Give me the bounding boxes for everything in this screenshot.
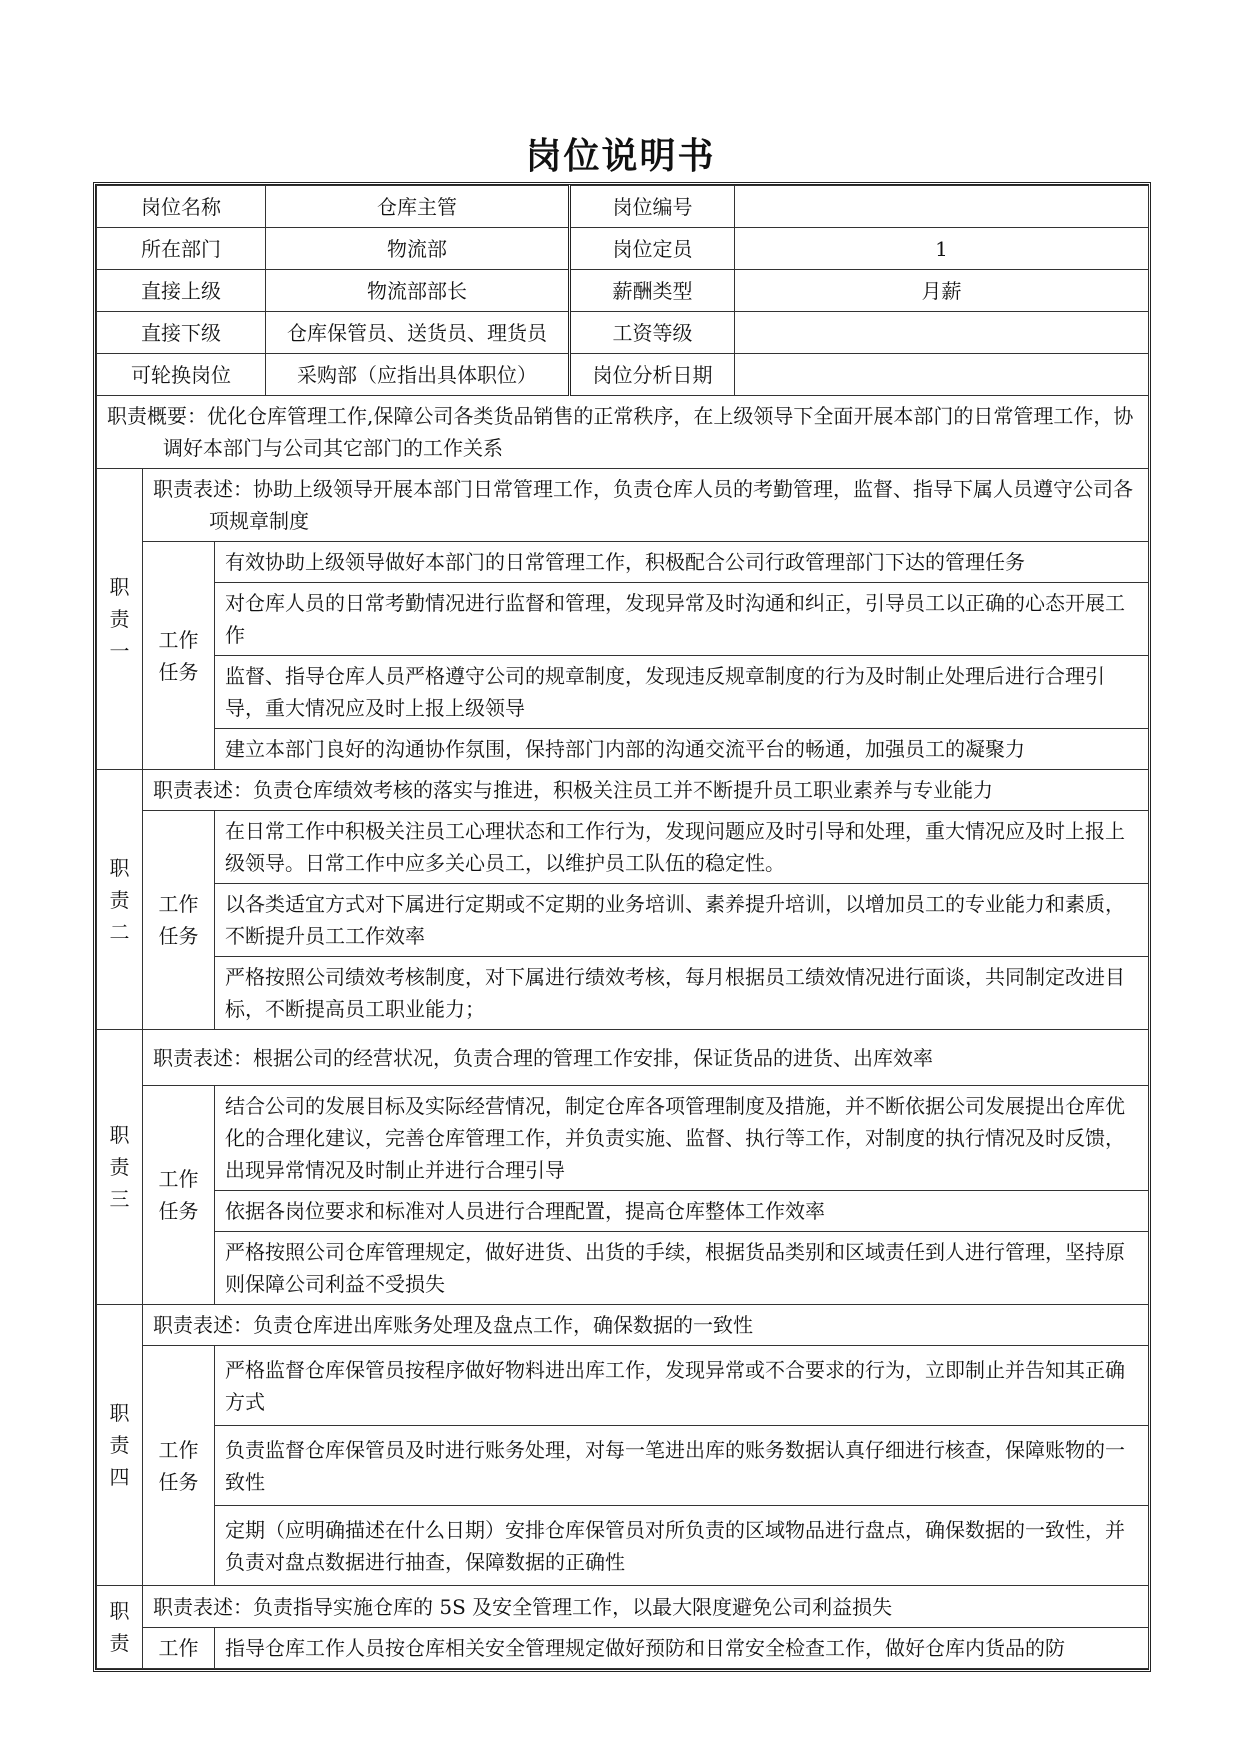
duty-5-task-1: 指导仓库工作人员按仓库相关安全管理规定做好预防和日常安全检查工作，做好仓库内货品的防 — [215, 1628, 1149, 1669]
duty-5-task-label — [143, 1628, 215, 1669]
position-name-value: 仓库主管 — [266, 186, 570, 228]
duty-3-label-char: 三 — [109, 1187, 130, 1211]
analysis-date-label: 岗位分析日期 — [570, 354, 735, 396]
subordinate-value: 仓库保管员、送货员、理货员 — [266, 312, 570, 354]
summary-cell — [97, 396, 1149, 469]
duty-5-label-char: 职 — [109, 1599, 130, 1623]
duty-1-task-2: 对仓库人员的日常考勤情况进行监督和管理，发现异常及时沟通和纠正，引导员工以正确的心态开展工作 — [215, 583, 1149, 656]
duty-3-task-row — [97, 1191, 1149, 1232]
duty-desc-text: 负责仓库进出库账务处理及盘点工作，确保数据的一致性 — [253, 1313, 753, 1337]
duty-3-label-char: 职 — [109, 1123, 130, 1147]
duty-5-label-char: 责 — [109, 1631, 130, 1655]
duty-desc-label: 职责表述： — [153, 1045, 253, 1070]
duty-5-task-row — [97, 1628, 1149, 1669]
duty-3-task-3: 严格按照公司仓库管理规定，做好进货、出货的手续，根据货品类别和区域责任到人进行管理，坚持原则保障公司利益不受损失 — [215, 1232, 1149, 1305]
duty-1-task-4: 建立本部门良好的沟通协作氛围，保持部门内部的沟通交流平台的畅通，加强员工的凝聚力 — [215, 729, 1149, 770]
duty-3-task-label — [143, 1086, 215, 1305]
duty-5-label — [97, 1586, 143, 1669]
duty-3-label-char: 责 — [109, 1155, 130, 1179]
duty-1-task-1: 有效协助上级领导做好本部门的日常管理工作，积极配合公司行政管理部门下达的管理任务 — [215, 542, 1149, 583]
task-label-text: 工作 — [158, 892, 199, 916]
task-label-text: 任务 — [158, 1469, 199, 1494]
duty-4-label-char: 责 — [109, 1433, 130, 1457]
analysis-date-value — [735, 354, 1149, 396]
headcount-value: 1 — [735, 228, 1149, 270]
duty-1-task-row — [97, 583, 1149, 656]
info-row-subordinate — [97, 312, 1149, 354]
duty-2-label — [97, 770, 143, 1030]
duty-5-desc — [143, 1586, 1149, 1628]
department-label: 所在部门 — [97, 228, 266, 270]
duty-1-task-row — [97, 729, 1149, 770]
duty-1-task-3: 监督、指导仓库人员严格遵守公司的规章制度，发现违反规章制度的行为及时制止处理后进行合理引导，重大情况应及时上报上级领导 — [215, 656, 1149, 729]
duty-4-task-2: 负责监督仓库保管员及时进行账务处理，对每一笔进出库的账务数据认真仔细进行核查，保障账物的一致性 — [215, 1426, 1149, 1506]
duty-3-desc — [143, 1030, 1149, 1086]
duty-desc-label: 职责表述： — [153, 477, 253, 501]
duty-1-label-char: 职 — [109, 575, 130, 599]
rotation-value: 采购部（应指出具体职位） — [266, 354, 570, 396]
duty-4-label — [97, 1305, 143, 1586]
summary-row — [97, 396, 1149, 469]
superior-value: 物流部部长 — [266, 270, 570, 312]
task-label-text: 工作 — [158, 1167, 199, 1191]
duty-3-desc-row — [97, 1030, 1149, 1086]
task-label-text: 工作 — [158, 1437, 199, 1462]
duty-2-task-3: 严格按照公司绩效考核制度，对下属进行绩效考核，每月根据员工绩效情况进行面谈，共同制定改进目标，不断提高员工职业能力； — [215, 957, 1149, 1030]
headcount-label: 岗位定员 — [570, 228, 735, 270]
wage-grade-value — [735, 312, 1149, 354]
duty-1-desc-row — [97, 469, 1149, 542]
duty-1-label-char: 责 — [109, 607, 130, 631]
duty-desc-text: 负责仓库绩效考核的落实与推进，积极关注员工并不断提升员工职业素养与专业能力 — [253, 778, 993, 802]
duty-2-task-row — [97, 884, 1149, 957]
position-code-label: 岗位编号 — [570, 186, 735, 228]
duty-2-task-row — [97, 957, 1149, 1030]
job-description-table — [93, 182, 1151, 1672]
duty-1-label-char: 一 — [109, 639, 130, 663]
duty-4-desc — [143, 1305, 1149, 1346]
duty-2-label-char: 二 — [109, 919, 130, 944]
info-row-department — [97, 228, 1149, 270]
salary-type-value: 月薪 — [735, 270, 1149, 312]
duty-3-task-row — [97, 1086, 1149, 1191]
duty-desc-text: 协助上级领导开展本部门日常管理工作，负责仓库人员的考勤管理，监督、指导下属人员遵守公司各项规章制度 — [209, 477, 1133, 533]
duty-desc-text: 根据公司的经营状况，负责合理的管理工作安排，保证货品的进货、出库效率 — [253, 1045, 933, 1070]
duty-2-task-2: 以各类适宜方式对下属进行定期或不定期的业务培训、素养提升培训，以增加员工的专业能力和素质，不断提升员工工作效率 — [215, 884, 1149, 957]
summary-text: 优化仓库管理工作,保障公司各类货品销售的正常秩序，在上级领导下全面开展本部门的日常管理工作，协调好本部门与公司其它部门的工作关系 — [163, 404, 1134, 460]
duty-4-label-char: 职 — [109, 1401, 130, 1425]
duty-1-desc — [143, 469, 1149, 542]
info-row-superior — [97, 270, 1149, 312]
task-label-text: 任务 — [158, 1199, 199, 1223]
salary-type-label: 薪酬类型 — [570, 270, 735, 312]
duty-4-label-char: 四 — [109, 1465, 130, 1489]
info-row-position — [97, 186, 1149, 228]
duty-4-task-row — [97, 1346, 1149, 1426]
duty-2-label-char: 责 — [109, 887, 130, 912]
duty-2-task-label — [143, 811, 215, 1030]
duty-4-desc-row — [97, 1305, 1149, 1346]
duty-4-task-row — [97, 1426, 1149, 1506]
duty-1-label — [97, 469, 143, 770]
duty-2-task-1: 在日常工作中积极关注员工心理状态和工作行为，发现问题应及时引导和处理，重大情况应及时上报上级领导。日常工作中应多关心员工，以维护员工队伍的稳定性。 — [215, 811, 1149, 884]
duty-2-task-row — [97, 811, 1149, 884]
duty-4-task-row — [97, 1506, 1149, 1586]
duty-5-desc-row — [97, 1586, 1149, 1628]
duty-2-desc — [143, 770, 1149, 811]
duty-3-task-2: 依据各岗位要求和标准对人员进行合理配置，提高仓库整体工作效率 — [215, 1191, 1149, 1232]
task-label-text: 工作 — [158, 1636, 199, 1660]
duty-1-task-row — [97, 656, 1149, 729]
task-label-text: 任务 — [158, 659, 199, 684]
duty-desc-label: 职责表述： — [153, 778, 253, 802]
duty-desc-label: 职责表述： — [153, 1313, 253, 1337]
duty-4-task-3: 定期（应明确描述在什么日期）安排仓库保管员对所负责的区域物品进行盘点，确保数据的一致性，并负责对盘点数据进行抽查，保障数据的正确性 — [215, 1506, 1149, 1586]
duty-2-label-char: 职 — [109, 855, 130, 880]
duty-3-task-row — [97, 1232, 1149, 1305]
task-label-text: 工作 — [158, 627, 199, 652]
duty-3-task-1: 结合公司的发展目标及实际经营情况，制定仓库各项管理制度及措施，并不断依据公司发展提出仓库优化的合理化建议，完善仓库管理工作，并负责实施、监督、执行等工作，对制度的执行情况及时反馈，出现异常情况及时制止并进行合理引导 — [215, 1086, 1149, 1191]
subordinate-label: 直接下级 — [97, 312, 266, 354]
wage-grade-label: 工资等级 — [570, 312, 735, 354]
duty-3-label — [97, 1030, 143, 1305]
department-value: 物流部 — [266, 228, 570, 270]
duty-desc-label: 职责表述： — [153, 1594, 253, 1619]
rotation-label: 可轮换岗位 — [97, 354, 266, 396]
position-name-label: 岗位名称 — [97, 186, 266, 228]
duty-1-task-row — [97, 542, 1149, 583]
position-code-value — [735, 186, 1149, 228]
duty-4-task-label — [143, 1346, 215, 1586]
task-label-text: 任务 — [158, 924, 199, 948]
summary-label: 职责概要： — [107, 404, 207, 428]
duty-2-desc-row — [97, 770, 1149, 811]
document-title: 岗位说明书 — [525, 136, 716, 177]
duty-1-task-label — [143, 542, 215, 770]
superior-label: 直接上级 — [97, 270, 266, 312]
duty-4-task-1: 严格监督仓库保管员按程序做好物料进出库工作，发现异常或不合要求的行为，立即制止并告知其正确方式 — [215, 1346, 1149, 1426]
duty-desc-text: 负责指导实施仓库的 5S 及安全管理工作，以最大限度避免公司利益损失 — [253, 1594, 893, 1619]
info-row-rotation — [97, 354, 1149, 396]
